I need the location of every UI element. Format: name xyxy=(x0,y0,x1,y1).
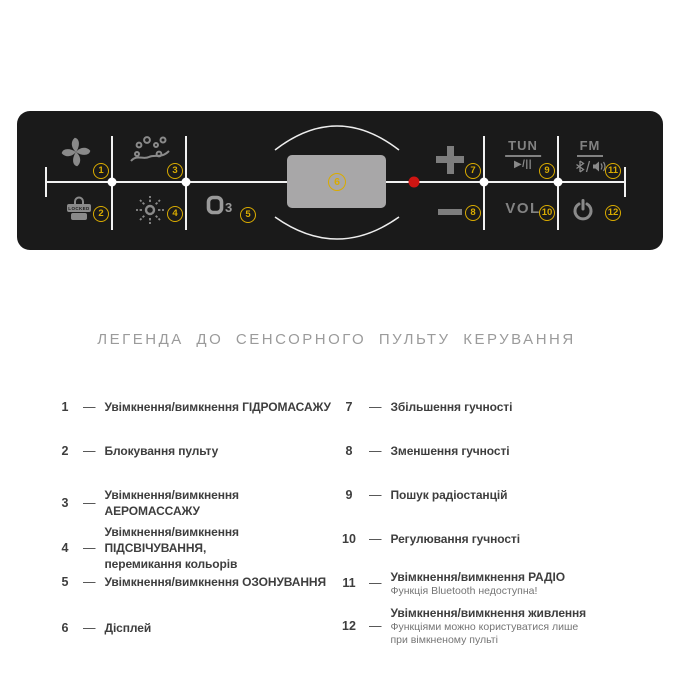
legend-dash: — xyxy=(369,444,382,458)
touch-control-panel xyxy=(17,111,663,250)
callout-7: 7 xyxy=(465,163,481,179)
red-indicator-dot xyxy=(409,177,420,188)
hydromassage-button[interactable] xyxy=(59,135,93,174)
legend-dash: — xyxy=(83,621,96,635)
legend-dash: — xyxy=(369,576,382,591)
legend-dash: — xyxy=(369,488,382,502)
legend-item-7 xyxy=(338,399,638,415)
radio-button[interactable] xyxy=(573,137,607,178)
legend-number: 6 xyxy=(61,621,69,635)
node-dot xyxy=(554,178,563,187)
tun-label: TUN xyxy=(505,138,541,157)
legend-number: 5 xyxy=(61,575,69,589)
callout-1: 1 xyxy=(93,163,109,179)
legend-text: Збільшення гучності xyxy=(390,400,513,414)
callout-2: 2 xyxy=(93,206,109,222)
callout-11: 11 xyxy=(605,163,621,179)
legend-dash: — xyxy=(83,400,96,414)
legend-title: ЛЕГЕНДА ДО СЕНСОРНОГО ПУЛЬТУ КЕРУВАННЯ xyxy=(97,331,576,348)
legend-item-3 xyxy=(56,487,334,519)
power-icon xyxy=(571,198,595,224)
legend-dash: — xyxy=(369,400,382,414)
lock-button[interactable] xyxy=(61,195,97,226)
backlight-button[interactable] xyxy=(133,193,167,232)
bluetooth-speaker-icon xyxy=(573,160,607,173)
legend-item-9 xyxy=(338,487,638,503)
legend-item-10 xyxy=(338,531,638,547)
connector-end-left xyxy=(45,167,47,197)
legend-note: Функція Bluetooth недоступна! xyxy=(390,585,538,597)
legend-text: Увімкнення/вимкнення РАДІО Функція Bluetooth недоступна! xyxy=(390,570,565,597)
legend-item-5 xyxy=(56,574,334,590)
fm-label: FM xyxy=(577,138,604,157)
legend-dash: — xyxy=(83,444,96,458)
callout-10: 10 xyxy=(539,205,555,221)
callout-3: 3 xyxy=(167,163,183,179)
callout-4: 4 xyxy=(167,206,183,222)
node-dot xyxy=(480,178,489,187)
legend-number: 2 xyxy=(61,444,69,458)
callout-9: 9 xyxy=(539,163,555,179)
legend-text: Увімкнення/вимкнення ОЗОНУВАННЯ xyxy=(104,575,326,589)
legend-number: 3 xyxy=(61,496,69,510)
legend-item-6 xyxy=(56,620,334,636)
legend-text: Увімкнення/вимкнення ПІДСВІЧУВАННЯ, перемикання кольорів xyxy=(104,525,239,571)
legend-dash: — xyxy=(369,618,382,633)
legend-text: Регулювання гучності xyxy=(390,532,520,546)
lock-icon xyxy=(61,195,97,221)
legend-dash: — xyxy=(83,575,96,589)
legend-text: Зменшення гучності xyxy=(390,444,510,458)
legend-number: 8 xyxy=(345,444,353,458)
legend-number: 10 xyxy=(342,532,356,546)
power-button[interactable] xyxy=(571,198,595,229)
legend-item-8 xyxy=(338,443,638,459)
legend-text: Увімкнення/вимкнення живлення Функціями можно користуватися лише при вімкненому пульті xyxy=(390,606,587,646)
vol-label: VOL xyxy=(505,200,541,217)
callout-5: 5 xyxy=(240,207,256,223)
connector-end-right xyxy=(624,167,626,197)
legend-note: при вімкненому пульті xyxy=(390,633,498,646)
legend-number: 9 xyxy=(345,488,353,502)
legend-text: Блокування пульту xyxy=(104,444,219,458)
legend-item-2 xyxy=(56,443,334,459)
legend-item-1 xyxy=(56,399,334,415)
ozone-button[interactable] xyxy=(206,195,232,215)
fan-icon xyxy=(59,135,93,169)
legend-text: Увімкнення/вимкнення ГІДРОМАСАЖУ xyxy=(104,400,331,414)
legend-text: Пошук радіостанцій xyxy=(390,488,508,502)
legend-item-4 xyxy=(56,524,334,572)
legend-item-11 xyxy=(338,569,638,598)
legend-text: Увімкнення/вимкнення АЕРОМАССАЖУ xyxy=(104,488,239,518)
legend-number: 11 xyxy=(342,576,356,591)
volume-button[interactable] xyxy=(505,200,540,217)
legend-dash: — xyxy=(369,532,382,546)
legend-number: 1 xyxy=(61,400,69,414)
legend-dash: — xyxy=(83,496,96,510)
locked-label: LOCKED xyxy=(68,206,90,211)
minus-icon xyxy=(438,209,462,215)
tuner-button[interactable] xyxy=(505,137,541,170)
light-icon xyxy=(133,193,167,227)
node-dot xyxy=(182,178,191,187)
legend-item-12 xyxy=(338,605,638,646)
callout-8: 8 xyxy=(465,205,481,221)
callout-12: 12 xyxy=(605,205,621,221)
plus-icon xyxy=(447,146,454,174)
legend-number: 7 xyxy=(345,400,353,414)
legend-number: 4 xyxy=(61,541,69,555)
aeromassage-button[interactable] xyxy=(129,134,171,173)
play-pause-icon: ▶/|| xyxy=(513,159,533,170)
legend-dash: — xyxy=(83,541,96,555)
legend-text: Дісплей xyxy=(104,621,152,635)
node-dot xyxy=(108,178,117,187)
callout-6: 6 xyxy=(328,173,346,191)
legend-note: Функціями можно користуватися лише xyxy=(390,621,579,633)
ozone-sub-label: 3 xyxy=(225,199,233,215)
legend-number: 12 xyxy=(342,618,356,633)
bubbles-icon xyxy=(129,134,171,168)
ozone-o-icon xyxy=(206,195,224,215)
